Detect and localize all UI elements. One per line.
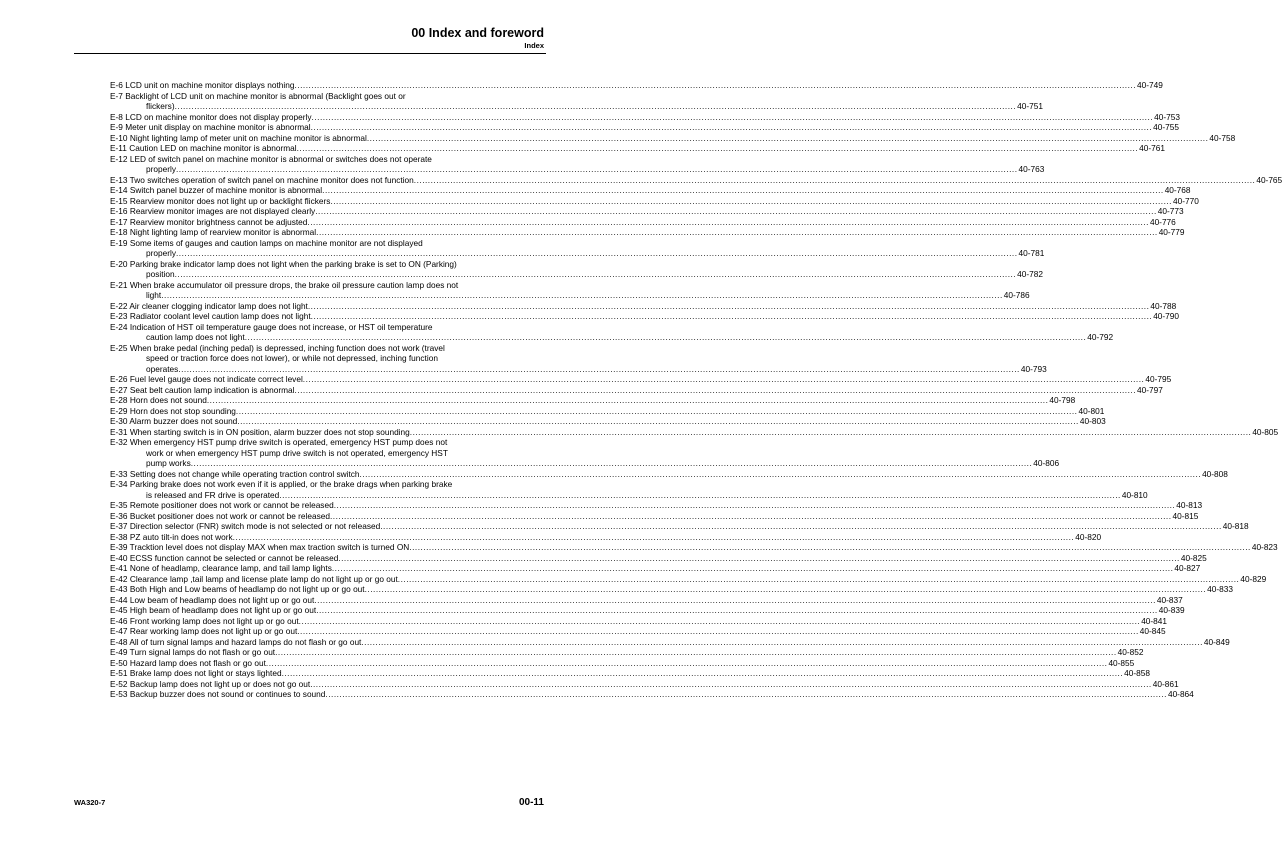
index-entry[interactable]	[110, 374, 1172, 385]
index-entry-page: 40-781	[1018, 248, 1045, 258]
index-entry[interactable]	[110, 678, 1179, 690]
index-entry[interactable]	[110, 521, 1249, 532]
index-list	[110, 80, 1282, 700]
index-entry[interactable]	[110, 636, 1230, 648]
index-entry-text: E-46 Front working lamp does not light up or go out	[110, 615, 299, 626]
index-entry[interactable]	[110, 80, 1163, 91]
index-entry[interactable]	[110, 216, 1176, 228]
header-title: 00 Index and foreword	[411, 26, 544, 40]
index-entry-page: 40-792	[1087, 332, 1114, 342]
index-entry[interactable]	[110, 542, 1278, 553]
dot-leader: ............................................................................................................................................................................................................................................................................................................	[413, 174, 1256, 185]
dot-leader: ............................................................................................................................................................................................................................................................................................................	[330, 195, 1172, 206]
index-entry-page: 40-790	[1153, 311, 1180, 321]
dot-leader: ............................................................................................................................................................................................................................................................................................................	[397, 573, 1240, 584]
index-entry-page: 40-786	[1003, 290, 1030, 300]
dot-leader: ............................................................................................................................................................................................................................................................................................................	[330, 510, 1172, 521]
index-entry-page: 40-801	[1078, 405, 1105, 416]
index-entry-text: E-34 Parking brake does not work even if it is applied, or the brake drags when parking brake	[110, 479, 453, 489]
index-entry-text: E-26 Fuel level gauge does not indicate correct level	[110, 374, 303, 384]
dot-leader: ............................................................................................................................................................................................................................................................................................................	[311, 111, 1154, 122]
index-entry[interactable]	[110, 395, 1076, 406]
dot-leader: ............................................................................................................................................................................................................................................................................................................	[190, 458, 1033, 468]
index-entry-text: E-37 Direction selector (FNR) switch mode is not selected or not released	[110, 521, 381, 531]
index-entry-page: 40-755	[1153, 122, 1179, 132]
index-entry-page: 40-829	[1240, 573, 1267, 584]
index-entry-text: E-47 Rear working lamp does not light up or go out	[110, 626, 298, 636]
header-subtitle: Index	[524, 41, 544, 50]
index-entry-text: caution lamp does not light	[146, 332, 245, 342]
index-entry[interactable]	[110, 195, 1199, 207]
index-entry-text: E-33 Setting does not change while operating traction control switch	[110, 468, 360, 479]
dot-leader: ............................................................................................................................................................................................................................................................................................................	[331, 563, 1174, 573]
index-entry[interactable]	[110, 657, 1135, 669]
index-entry[interactable]	[110, 279, 1030, 301]
index-entry-page: 40-788	[1150, 300, 1177, 311]
index-entry-page: 40-849	[1203, 636, 1230, 647]
dot-leader: ............................................................................................................................................................................................................................................................................................................	[294, 384, 1137, 395]
dot-leader: ............................................................................................................................................................................................................................................................................................................	[279, 489, 1121, 500]
index-entry[interactable]	[110, 111, 1180, 123]
index-entry[interactable]	[110, 500, 1203, 511]
index-entry-text: E-31 When starting switch is in ON position, alarm buzzer does not stop sounding	[110, 426, 410, 437]
dot-leader: ............................................................................................................................................................................................................................................................................................................	[359, 468, 1202, 479]
index-entry-text: E-24 Indication of HST oil temperature gauge does not increase, or HST oil temperature	[110, 321, 433, 332]
index-entry-text: E-10 Night lighting lamp of meter unit on machine monitor is abnormal	[110, 132, 367, 143]
dot-leader: ............................................................................................................................................................................................................................................................................................................	[325, 689, 1167, 699]
index-entry[interactable]	[110, 416, 1106, 427]
index-entry-text: light	[146, 290, 162, 300]
dot-leader: ............................................................................................................................................................................................................................................................................................................	[296, 143, 1139, 153]
index-entry-page: 40-839	[1158, 605, 1185, 615]
index-entry-page: 40-810	[1121, 489, 1148, 500]
index-entry-text: E-30 Alarm buzzer does not sound	[110, 416, 238, 426]
dot-leader: ............................................................................................................................................................................................................................................................................................................	[237, 416, 1079, 426]
index-entry-page: 40-820	[1075, 531, 1102, 542]
index-entry-text: pump works	[146, 458, 191, 468]
index-entry[interactable]	[110, 584, 1233, 595]
index-entry-text: E-29 Horn does not stop sounding	[110, 405, 236, 416]
index-entry-text: speed or traction force does not lower), or while not depressed, inching function	[146, 353, 438, 363]
index-entry-text: E-13 Two switches operation of switch panel on machine monitor does not function	[110, 174, 414, 185]
index-entry-page: 40-818	[1222, 521, 1249, 531]
index-entry-page: 40-823	[1251, 542, 1278, 552]
dot-leader: ............................................................................................................................................................................................................................................................................................................	[235, 405, 1078, 416]
index-entry[interactable]	[110, 384, 1163, 396]
dot-leader: ............................................................................................................................................................................................................................................................................................................	[232, 531, 1075, 542]
dot-leader: ............................................................................................................................................................................................................................................................................................................	[316, 227, 1158, 237]
dot-leader: ............................................................................................................................................................................................................................................................................................................	[310, 678, 1152, 689]
index-entry[interactable]	[110, 468, 1228, 480]
index-entry-page: 40-845	[1139, 626, 1166, 636]
index-entry[interactable]	[110, 552, 1207, 564]
index-entry[interactable]	[110, 185, 1191, 196]
index-entry-page: 40-803	[1079, 416, 1106, 426]
index-entry-text: E-9 Meter unit display on machine monitor is abnormal	[110, 122, 311, 132]
index-entry-text: E-16 Rearview monitor images are not displayed clearly	[110, 206, 316, 216]
index-entry-page: 40-770	[1172, 195, 1199, 206]
index-entry[interactable]	[110, 437, 1060, 469]
index-entry-page: 40-825	[1180, 552, 1207, 563]
index-entry-text: E-36 Bucket positioner does not work or cannot be released	[110, 510, 330, 521]
index-entry[interactable]	[110, 342, 1047, 375]
index-entry-text: E-48 All of turn signal lamps and hazard lamps do not flash or go out	[110, 636, 362, 647]
index-entry-text: E-28 Horn does not sound	[110, 395, 207, 405]
index-entry-text: E-11 Caution LED on machine monitor is abnormal	[110, 143, 297, 153]
index-entry-text: E-49 Turn signal lamps do not flash or go out	[110, 647, 276, 657]
index-entry-page: 40-855	[1108, 657, 1135, 668]
index-entry-page: 40-749	[1137, 80, 1163, 90]
index-entry[interactable]	[110, 510, 1199, 522]
dot-leader: ............................................................................................................................................................................................................................................................................................................	[265, 657, 1108, 668]
index-entry-text: properly	[146, 164, 176, 174]
index-entry-page: 40-779	[1158, 227, 1185, 237]
index-entry-page: 40-852	[1117, 647, 1144, 657]
index-entry[interactable]	[110, 311, 1180, 322]
index-entry-page: 40-753	[1154, 111, 1180, 122]
index-entry[interactable]	[110, 300, 1177, 312]
index-entry-text: E-51 Brake lamp does not light or stays lighted	[110, 668, 282, 678]
index-entry[interactable]	[110, 321, 1114, 343]
index-entry-text: E-8 LCD on machine monitor does not display properly	[110, 111, 312, 122]
index-entry[interactable]	[110, 258, 1043, 280]
index-entry-text: E-12 LED of switch panel on machine monitor is abnormal or switches does not operate	[110, 153, 432, 164]
index-entry-text: E-42 Clearance lamp ,tail lamp and license plate lamp do not light up or go out	[110, 573, 398, 584]
dot-leader: ............................................................................................................................................................................................................................................................................................................	[322, 185, 1164, 195]
dot-leader: ............................................................................................................................................................................................................................................................................................................	[275, 647, 1117, 657]
header-rule	[74, 53, 546, 54]
index-entry-text: is released and FR drive is operated	[146, 489, 280, 500]
index-entry-page: 40-795	[1145, 374, 1172, 384]
index-entry-text: E-40 ECSS function cannot be selected or cannot be released	[110, 552, 339, 563]
dot-leader: ............................................................................................................................................................................................................................................................................................................	[244, 332, 1087, 342]
index-entry[interactable]	[110, 615, 1168, 627]
index-entry[interactable]	[110, 90, 1043, 112]
dot-leader: ............................................................................................................................................................................................................................................................................................................	[338, 552, 1180, 563]
index-entry-page: 40-776	[1149, 216, 1176, 227]
index-entry-page: 40-761	[1139, 143, 1166, 153]
index-entry-text: E-41 None of headlamp, clearance lamp, and tail lamp lights	[110, 563, 332, 573]
index-entry-page: 40-861	[1152, 678, 1179, 689]
dot-leader: ............................................................................................................................................................................................................................................................................................................	[297, 626, 1139, 636]
index-entry-page: 40-797	[1137, 384, 1163, 395]
index-entry-page: 40-793	[1020, 363, 1047, 374]
index-entry[interactable]	[110, 573, 1267, 585]
index-entry[interactable]	[110, 426, 1279, 438]
index-entry-text: E-27 Seat belt caution lamp indication is abnormal	[110, 384, 295, 395]
index-entry-page: 40-827	[1174, 563, 1201, 573]
index-entry-text: E-19 Some items of gauges and caution lamps on machine monitor are not displayed	[110, 237, 423, 248]
index-entry-page: 40-758	[1209, 132, 1236, 143]
dot-leader: ............................................................................................................................................................................................................................................................................................................	[310, 122, 1153, 132]
index-entry-page: 40-837	[1156, 594, 1183, 605]
index-entry-page: 40-763	[1018, 164, 1045, 174]
index-entry-text: E-43 Both High and Low beams of headlamp do not light up or go out	[110, 584, 365, 594]
footer-model: WA320-7	[74, 798, 106, 807]
index-entry-text: E-53 Backup buzzer does not sound or continues to sound	[110, 689, 326, 699]
index-entry-text: E-17 Rearview monitor brightness cannot be adjusted	[110, 216, 308, 227]
footer-page-number: 00-11	[518, 797, 544, 808]
dot-leader: ............................................................................................................................................................................................................................................................................................................	[174, 101, 1017, 111]
index-entry-text: E-52 Backup lamp does not light up or does not go out	[110, 678, 311, 689]
index-entry[interactable]	[110, 405, 1105, 417]
index-entry-text: flickers)	[146, 101, 175, 111]
dot-leader: ............................................................................................................................................................................................................................................................................................................	[307, 216, 1149, 227]
index-entry-page: 40-841	[1141, 615, 1168, 626]
dot-leader: ............................................................................................................................................................................................................................................................................................................	[316, 605, 1158, 615]
index-entry[interactable]	[110, 531, 1102, 543]
index-entry[interactable]	[110, 227, 1185, 238]
index-entry-page: 40-773	[1157, 206, 1184, 216]
dot-leader: ............................................................................................................................................................................................................................................................................................................	[302, 374, 1145, 384]
index-entry-text: E-14 Switch panel buzzer of machine monitor is abnormal	[110, 185, 323, 195]
index-entry-text: work or when emergency HST pump drive switch is not operated, emergency HST	[146, 447, 448, 458]
index-entry[interactable]	[110, 668, 1150, 679]
index-entry-text: E-22 Air cleaner clogging indicator lamp does not light	[110, 300, 308, 311]
index-entry-page: 40-806	[1033, 458, 1060, 468]
dot-leader: ............................................................................................................................................................................................................................................................................................................	[409, 542, 1251, 552]
index-entry-page: 40-798	[1049, 395, 1076, 405]
index-entry[interactable]	[110, 594, 1183, 606]
dot-leader: ............................................................................................................................................................................................................................................................................................................	[307, 300, 1150, 311]
index-entry[interactable]	[110, 174, 1282, 186]
index-entry[interactable]	[110, 605, 1185, 616]
index-entry[interactable]	[110, 206, 1184, 217]
dot-leader: ............................................................................................................................................................................................................................................................................................................	[294, 80, 1137, 90]
index-entry[interactable]	[110, 479, 1148, 500]
index-entry[interactable]	[110, 132, 1236, 144]
index-entry-page: 40-768	[1164, 185, 1191, 195]
dot-leader: ............................................................................................................................................................................................................................................................................................................	[175, 164, 1018, 174]
dot-leader: ............................................................................................................................................................................................................................................................................................................	[298, 615, 1141, 626]
index-entry-text: E-25 When brake pedal (inching pedal) is depressed, inching function does not work (travel	[110, 342, 445, 353]
index-entry-text: E-7 Backlight of LCD unit on machine monitor is abnormal (Backlight goes out or	[110, 90, 406, 101]
index-entry-text: operates	[146, 363, 179, 374]
dot-leader: ............................................................................................................................................................................................................................................................................................................	[315, 206, 1157, 216]
index-entry-page: 40-782	[1017, 269, 1043, 279]
dot-leader: ............................................................................................................................................................................................................................................................................................................	[380, 521, 1222, 531]
index-entry[interactable]	[110, 689, 1194, 700]
dot-leader: ............................................................................................................................................................................................................................................................................................................	[174, 269, 1017, 279]
dot-leader: ............................................................................................................................................................................................................................................................................................................	[361, 636, 1203, 647]
index-entry-page: 40-765	[1256, 174, 1282, 185]
dot-leader: ............................................................................................................................................................................................................................................................................................................	[281, 668, 1124, 678]
index-entry-text: E-20 Parking brake indicator lamp does not light when the parking brake is set to ON (Parking)	[110, 258, 457, 269]
index-entry[interactable]	[110, 122, 1179, 133]
index-entry-page: 40-813	[1176, 500, 1203, 510]
dot-leader: ............................................................................................................................................................................................................................................................................................................	[333, 500, 1176, 510]
index-entry-page: 40-815	[1172, 510, 1199, 521]
index-entry-text: properly	[146, 248, 176, 258]
dot-leader: ............................................................................................................................................................................................................................................................................................................	[206, 395, 1049, 405]
dot-leader: ............................................................................................................................................................................................................................................................................................................	[409, 426, 1252, 437]
index-entry-text: E-32 When emergency HST pump drive switch is operated, emergency HST pump does not	[110, 437, 448, 447]
dot-leader: ............................................................................................................................................................................................................................................................................................................	[175, 248, 1018, 258]
index-entry-text: E-38 PZ auto tilt-in does not work	[110, 531, 233, 542]
index-entry-page: 40-864	[1167, 689, 1194, 699]
index-entry-text: E-44 Low beam of headlamp does not light up or go out	[110, 594, 315, 605]
index-entry-text: position	[146, 269, 175, 279]
index-entry-text: E-15 Rearview monitor does not light up or backlight flickers	[110, 195, 331, 206]
dot-leader: ............................................................................................................................................................................................................................................................................................................	[161, 290, 1003, 300]
index-entry-text: E-35 Remote positioner does not work or cannot be released	[110, 500, 334, 510]
index-entry-page: 40-751	[1017, 101, 1043, 111]
dot-leader: ............................................................................................................................................................................................................................................................................................................	[314, 594, 1156, 605]
index-entry-text: E-18 Night lighting lamp of rearview monitor is abnormal	[110, 227, 317, 237]
index-entry[interactable]	[110, 153, 1045, 175]
index-entry[interactable]	[110, 143, 1166, 154]
index-entry-page: 40-805	[1252, 426, 1279, 437]
dot-leader: ............................................................................................................................................................................................................................................................................................................	[364, 584, 1207, 594]
dot-leader: ............................................................................................................................................................................................................................................................................................................	[178, 363, 1020, 374]
index-entry[interactable]	[110, 563, 1201, 574]
dot-leader: ............................................................................................................................................................................................................................................................................................................	[366, 132, 1209, 143]
index-entry[interactable]	[110, 626, 1166, 637]
index-entry-text: E-21 When brake accumulator oil pressure drops, the brake oil pressure caution lamp does not	[110, 279, 459, 290]
index-entry-text: E-39 Tracktion level does not display MAX when max traction switch is turned ON	[110, 542, 410, 552]
index-entry-page: 40-808	[1202, 468, 1228, 479]
index-entry-text: E-50 Hazard lamp does not flash or go out	[110, 657, 266, 668]
index-entry-page: 40-833	[1207, 584, 1233, 594]
index-entry-text: E-45 High beam of headlamp does not light up or go out	[110, 605, 317, 615]
dot-leader: ............................................................................................................................................................................................................................................................................................................	[310, 311, 1153, 321]
index-entry[interactable]	[110, 237, 1045, 259]
index-entry[interactable]	[110, 647, 1144, 658]
index-entry-text: E-23 Radiator coolant level caution lamp does not light	[110, 311, 311, 321]
index-entry-page: 40-858	[1124, 668, 1150, 678]
index-entry-text: E-6 LCD unit on machine monitor displays nothing	[110, 80, 295, 90]
